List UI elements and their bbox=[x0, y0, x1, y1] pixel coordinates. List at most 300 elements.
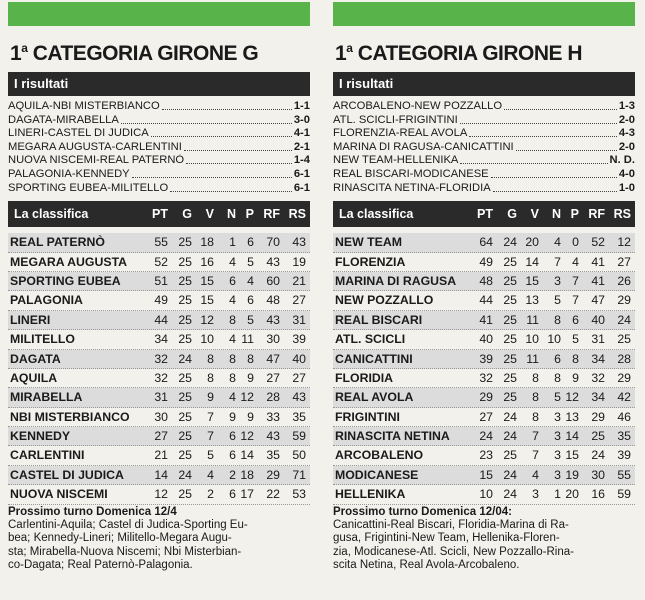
cell-n: 4 bbox=[229, 293, 236, 308]
table-row bbox=[8, 446, 310, 465]
cell-rs: 27 bbox=[292, 293, 306, 308]
result-row bbox=[8, 127, 310, 141]
cell-pt: 41 bbox=[479, 312, 493, 327]
col-header-v: V bbox=[205, 207, 214, 222]
table-row bbox=[333, 466, 635, 485]
leader-dots bbox=[186, 154, 292, 164]
cell-p: 0 bbox=[572, 235, 579, 250]
cell-g: 25 bbox=[503, 312, 517, 327]
col-header-g: G bbox=[182, 207, 192, 222]
cell-p: 12 bbox=[240, 390, 254, 405]
cell-pt: 32 bbox=[154, 351, 168, 366]
cell-pt: 34 bbox=[154, 332, 168, 347]
fixture-line: bea; Kennedy-Lineri; Militello-Megara Augu- bbox=[8, 532, 232, 545]
cell-n: 6 bbox=[229, 273, 236, 288]
team-name: REAL AVOLA bbox=[335, 390, 414, 405]
team-name: ATL. SCICLI bbox=[335, 332, 406, 347]
cell-p: 7 bbox=[572, 293, 579, 308]
cell-g: 25 bbox=[178, 332, 192, 347]
col-header-pt: PT bbox=[152, 207, 168, 222]
cell-n: 3 bbox=[554, 448, 561, 463]
team-name: FRIGINTINI bbox=[335, 409, 400, 424]
result-score: 1-3 bbox=[618, 100, 635, 112]
cell-g: 24 bbox=[178, 351, 192, 366]
cell-v: 10 bbox=[525, 332, 539, 347]
cell-g: 24 bbox=[503, 487, 517, 502]
col-header-g: G bbox=[507, 207, 517, 222]
cell-rs: 53 bbox=[292, 487, 306, 502]
green-header-bar bbox=[8, 2, 310, 26]
cell-pt: 23 bbox=[479, 448, 493, 463]
table-row bbox=[8, 233, 310, 252]
standings-label: La classifica bbox=[14, 207, 89, 222]
team-name: NBI MISTERBIANCO bbox=[10, 409, 130, 424]
team-name: CANICATTINI bbox=[335, 351, 413, 366]
cell-pt: 49 bbox=[479, 254, 493, 269]
result-score: 3-0 bbox=[293, 113, 310, 126]
team-name: RINASCITA NETINA bbox=[335, 429, 450, 444]
cell-n: 8 bbox=[554, 370, 561, 385]
cell-v: 18 bbox=[200, 235, 214, 250]
result-score: 2-1 bbox=[293, 140, 310, 153]
results-list bbox=[8, 100, 310, 195]
cell-rf: 47 bbox=[591, 293, 605, 308]
cell-rs: 28 bbox=[617, 351, 631, 366]
col-header-rf: RF bbox=[588, 207, 605, 222]
cell-rf: 40 bbox=[591, 312, 605, 327]
result-score: 6-1 bbox=[293, 167, 310, 180]
result-match: NEW TEAM-HELLENIKA bbox=[333, 154, 459, 167]
cell-pt: 40 bbox=[479, 332, 493, 347]
fixture-line: Carlentini-Aquila; Castel di Judica-Sporting Eu- bbox=[8, 518, 248, 531]
table-row bbox=[8, 388, 310, 407]
cell-g: 24 bbox=[503, 235, 517, 250]
result-score: 4-3 bbox=[618, 127, 635, 140]
cell-v: 4 bbox=[207, 467, 214, 482]
result-row bbox=[8, 182, 310, 196]
cell-n: 8 bbox=[229, 351, 236, 366]
cell-g: 25 bbox=[178, 448, 192, 463]
leader-dots bbox=[151, 127, 292, 137]
cell-p: 14 bbox=[240, 448, 254, 463]
girone-h-title: 1$^a$ CATEGORIA GIRONE H bbox=[335, 41, 583, 65]
cell-p: 9 bbox=[572, 370, 579, 385]
result-match: AQUILA-NBI MISTERBIANCO bbox=[8, 100, 160, 112]
cell-p: 4 bbox=[247, 273, 254, 288]
fixture-line: gusa, Frigintini-New Team, Hellenika-Floren- bbox=[333, 532, 560, 545]
cell-rf: 25 bbox=[591, 429, 605, 444]
table-row bbox=[333, 233, 635, 252]
cell-rf: 29 bbox=[591, 409, 605, 424]
result-match: MEGARA AUGUSTA-CARLENTINI bbox=[8, 140, 182, 153]
col-header-n: N bbox=[551, 207, 561, 222]
cell-rs: 25 bbox=[617, 332, 631, 347]
leader-dots bbox=[516, 141, 617, 151]
cell-p: 12 bbox=[240, 429, 254, 444]
cell-rf: 28 bbox=[266, 390, 280, 405]
cell-pt: 29 bbox=[479, 390, 493, 405]
cell-pt: 32 bbox=[154, 370, 168, 385]
result-score: 4-0 bbox=[618, 167, 635, 180]
cell-n: 2 bbox=[229, 467, 236, 482]
result-row bbox=[333, 127, 635, 141]
leader-dots bbox=[491, 168, 617, 178]
table-row bbox=[333, 350, 635, 369]
result-row bbox=[8, 114, 310, 128]
table-row bbox=[8, 253, 310, 272]
cell-g: 25 bbox=[503, 254, 517, 269]
col-header-p: P bbox=[245, 207, 254, 222]
cell-rf: 52 bbox=[591, 235, 605, 250]
cell-g: 24 bbox=[503, 409, 517, 424]
cell-rs: 31 bbox=[292, 312, 306, 327]
result-row bbox=[333, 154, 635, 168]
cell-rf: 34 bbox=[591, 351, 605, 366]
leader-dots bbox=[469, 127, 617, 137]
cell-rs: 55 bbox=[617, 467, 631, 482]
cell-pt: 55 bbox=[154, 235, 168, 250]
cell-g: 25 bbox=[178, 254, 192, 269]
girone-g-column bbox=[8, 0, 310, 600]
result-row bbox=[333, 114, 635, 128]
cell-n: 7 bbox=[554, 254, 561, 269]
cell-pt: 21 bbox=[154, 448, 168, 463]
team-name: AQUILA bbox=[10, 370, 58, 385]
cell-rs: 12 bbox=[617, 235, 631, 250]
cell-p: 5 bbox=[247, 312, 254, 327]
cell-rs: 40 bbox=[292, 351, 306, 366]
cell-v: 9 bbox=[207, 390, 214, 405]
cell-v: 7 bbox=[532, 448, 539, 463]
cell-rs: 27 bbox=[617, 254, 631, 269]
team-name: MEGARA AUGUSTA bbox=[10, 254, 128, 269]
cell-g: 25 bbox=[178, 312, 192, 327]
cell-g: 25 bbox=[503, 390, 517, 405]
table-row bbox=[333, 388, 635, 407]
cell-v: 10 bbox=[200, 332, 214, 347]
cell-rf: 35 bbox=[266, 448, 280, 463]
cell-pt: 24 bbox=[479, 429, 493, 444]
cell-rs: 29 bbox=[617, 293, 631, 308]
table-row bbox=[8, 466, 310, 485]
fixture-line: scita Netina, Real Avola-Arcobaleno. bbox=[333, 559, 520, 572]
cell-n: 6 bbox=[229, 487, 236, 502]
fixture-line: Canicattini-Real Biscari, Floridia-Marina di Ra- bbox=[333, 518, 569, 531]
table-row bbox=[8, 291, 310, 310]
table-row bbox=[333, 253, 635, 272]
result-match: ARCOBALENO-NEW POZZALLO bbox=[333, 100, 503, 112]
cell-rs: 24 bbox=[617, 312, 631, 327]
cell-rf: 27 bbox=[266, 370, 280, 385]
result-score: 1-4 bbox=[293, 154, 310, 167]
standings-header bbox=[333, 201, 635, 227]
cell-n: 6 bbox=[554, 351, 561, 366]
team-name: REAL PATERNÒ bbox=[10, 235, 105, 250]
standings-body bbox=[8, 233, 310, 504]
table-row bbox=[333, 427, 635, 446]
cell-n: 8 bbox=[229, 312, 236, 327]
cell-p: 11 bbox=[241, 332, 254, 347]
cell-g: 25 bbox=[503, 273, 517, 288]
cell-rs: 39 bbox=[292, 332, 306, 347]
cell-p: 9 bbox=[247, 409, 254, 424]
cell-v: 2 bbox=[207, 487, 214, 502]
table-row bbox=[8, 272, 310, 291]
cell-rf: 43 bbox=[266, 312, 280, 327]
cell-n: 6 bbox=[229, 448, 236, 463]
leader-dots bbox=[162, 100, 292, 110]
cell-g: 25 bbox=[503, 351, 517, 366]
cell-v: 16 bbox=[200, 254, 214, 269]
fixture-line: sta; Mirabella-Nuova Niscemi; Nbi Misterbian- bbox=[8, 545, 242, 558]
team-name: DAGATA bbox=[10, 351, 61, 366]
cell-v: 15 bbox=[200, 293, 214, 308]
result-score: 6-1 bbox=[293, 181, 310, 194]
cell-p: 17 bbox=[240, 487, 254, 502]
result-match: MARINA DI RAGUSA-CANICATTINI bbox=[333, 140, 514, 153]
col-header-pt: PT bbox=[477, 207, 493, 222]
table-row bbox=[8, 311, 310, 330]
cell-pt: 49 bbox=[154, 293, 168, 308]
cell-n: 3 bbox=[554, 273, 561, 288]
cell-n: 1 bbox=[554, 487, 561, 502]
result-match: RINASCITA NETINA-FLORIDIA bbox=[333, 181, 491, 194]
team-name: MILITELLO bbox=[10, 332, 75, 347]
leader-dots bbox=[170, 182, 292, 192]
cell-rf: 16 bbox=[591, 487, 605, 502]
table-row bbox=[8, 485, 310, 504]
table-row bbox=[333, 272, 635, 291]
cell-v: 8 bbox=[207, 351, 214, 366]
result-row bbox=[8, 141, 310, 155]
cell-g: 25 bbox=[178, 487, 192, 502]
cell-p: 4 bbox=[572, 254, 579, 269]
cell-v: 11 bbox=[526, 312, 539, 327]
result-row bbox=[333, 168, 635, 182]
leader-dots bbox=[504, 100, 617, 110]
leader-dots bbox=[184, 141, 292, 151]
result-row bbox=[333, 100, 635, 114]
cell-rs: 46 bbox=[617, 409, 631, 424]
team-name: CARLENTINI bbox=[10, 448, 85, 463]
cell-n: 8 bbox=[229, 370, 236, 385]
cell-rf: 31 bbox=[591, 332, 605, 347]
team-name: KENNEDY bbox=[10, 429, 71, 444]
standings-table bbox=[8, 201, 310, 504]
cell-rs: 26 bbox=[617, 273, 631, 288]
cell-rs: 43 bbox=[292, 235, 306, 250]
cell-p: 14 bbox=[565, 429, 579, 444]
col-header-v: V bbox=[530, 207, 539, 222]
cell-v: 3 bbox=[532, 487, 539, 502]
cell-pt: 44 bbox=[479, 293, 493, 308]
table-row bbox=[8, 369, 310, 388]
girone-g-title: 1$^a$ CATEGORIA GIRONE G bbox=[10, 41, 259, 65]
cell-rf: 70 bbox=[266, 235, 280, 250]
result-match: FLORENZIA-REAL AVOLA bbox=[333, 127, 468, 140]
cell-n: 4 bbox=[229, 390, 236, 405]
cell-v: 20 bbox=[525, 235, 539, 250]
cell-pt: 30 bbox=[154, 409, 168, 424]
result-match: ATL. SCICLI-FRIGINTINI bbox=[333, 113, 458, 126]
cell-n: 1 bbox=[229, 235, 236, 250]
result-row bbox=[8, 154, 310, 168]
cell-rs: 19 bbox=[292, 254, 306, 269]
cell-rs: 35 bbox=[617, 429, 631, 444]
cell-rf: 22 bbox=[266, 487, 280, 502]
col-header-n: N bbox=[226, 207, 236, 222]
cell-g: 25 bbox=[178, 293, 192, 308]
leader-dots bbox=[460, 114, 617, 124]
cell-n: 3 bbox=[554, 409, 561, 424]
standings-table bbox=[333, 201, 635, 504]
team-name: SPORTING EUBEA bbox=[10, 273, 121, 288]
table-row bbox=[333, 291, 635, 310]
table-row bbox=[333, 408, 635, 427]
next-round-fixtures bbox=[333, 519, 635, 573]
standings-label: La classifica bbox=[339, 207, 414, 222]
cell-v: 14 bbox=[525, 254, 539, 269]
fixture-line: zia, Modicanese-Atl. Scicli, New Pozzallo-Rina- bbox=[333, 545, 574, 558]
cell-g: 25 bbox=[178, 235, 192, 250]
cell-pt: 12 bbox=[154, 487, 168, 502]
cell-g: 24 bbox=[503, 429, 517, 444]
result-match: DAGATA-MIRABELLA bbox=[8, 113, 119, 126]
results-header: I risultati bbox=[333, 72, 635, 96]
cell-pt: 48 bbox=[479, 273, 493, 288]
result-score: 1-1 bbox=[293, 100, 310, 112]
cell-g: 25 bbox=[178, 273, 192, 288]
table-row bbox=[333, 311, 635, 330]
result-score: 2-0 bbox=[618, 113, 635, 126]
team-name: NEW TEAM bbox=[335, 235, 402, 250]
result-row bbox=[8, 100, 310, 114]
cell-rf: 24 bbox=[591, 448, 605, 463]
team-name: NUOVA NISCEMI bbox=[10, 487, 108, 502]
team-name: REAL BISCARI bbox=[335, 312, 423, 327]
cell-v: 8 bbox=[532, 390, 539, 405]
cell-pt: 39 bbox=[479, 351, 493, 366]
cell-rs: 71 bbox=[292, 467, 306, 482]
cell-v: 11 bbox=[526, 351, 539, 366]
cell-n: 6 bbox=[229, 429, 236, 444]
cell-p: 18 bbox=[240, 467, 254, 482]
result-score: 2-0 bbox=[618, 140, 635, 153]
col-header-p: P bbox=[570, 207, 579, 222]
cell-n: 8 bbox=[554, 312, 561, 327]
leader-dots bbox=[460, 154, 607, 164]
cell-rf: 60 bbox=[266, 273, 280, 288]
cell-v: 7 bbox=[532, 429, 539, 444]
cell-g: 25 bbox=[503, 370, 517, 385]
cell-p: 5 bbox=[247, 254, 254, 269]
team-name: MARINA DI RAGUSA bbox=[335, 273, 457, 288]
cell-pt: 15 bbox=[479, 467, 493, 482]
cell-rs: 50 bbox=[292, 448, 306, 463]
cell-p: 5 bbox=[572, 332, 579, 347]
cell-pt: 32 bbox=[479, 370, 493, 385]
cell-n: 4 bbox=[229, 254, 236, 269]
cell-v: 7 bbox=[207, 409, 214, 424]
table-row bbox=[333, 330, 635, 349]
cell-p: 6 bbox=[572, 312, 579, 327]
cell-rs: 59 bbox=[617, 487, 631, 502]
next-round-fixtures bbox=[8, 519, 310, 573]
result-row bbox=[333, 182, 635, 196]
cell-p: 7 bbox=[572, 273, 579, 288]
standings-header bbox=[8, 201, 310, 227]
cell-rf: 41 bbox=[591, 273, 605, 288]
cell-n: 3 bbox=[554, 467, 561, 482]
cell-n: 5 bbox=[554, 293, 561, 308]
cell-rf: 43 bbox=[266, 429, 280, 444]
results-list bbox=[333, 100, 635, 195]
cell-n: 5 bbox=[554, 390, 561, 405]
girone-h-column bbox=[333, 0, 635, 600]
table-row bbox=[8, 408, 310, 427]
cell-rs: 59 bbox=[292, 429, 306, 444]
next-round-title: Prossimo turno Domenica 12/4 bbox=[8, 505, 177, 518]
table-row bbox=[8, 427, 310, 446]
cell-pt: 51 bbox=[154, 273, 168, 288]
cell-g: 25 bbox=[178, 390, 192, 405]
cell-pt: 27 bbox=[479, 409, 493, 424]
cell-rs: 21 bbox=[292, 273, 306, 288]
cell-v: 8 bbox=[532, 370, 539, 385]
table-row bbox=[8, 330, 310, 349]
cell-g: 25 bbox=[178, 409, 192, 424]
cell-n: 9 bbox=[229, 409, 236, 424]
cell-pt: 44 bbox=[154, 312, 168, 327]
result-score: 1-0 bbox=[618, 181, 635, 194]
cell-rf: 30 bbox=[266, 332, 280, 347]
cell-pt: 10 bbox=[479, 487, 493, 502]
cell-rf: 41 bbox=[591, 254, 605, 269]
leader-dots bbox=[121, 114, 292, 124]
team-name: FLORENZIA bbox=[335, 254, 406, 269]
cell-g: 25 bbox=[503, 332, 517, 347]
next-round-title: Prossimo turno Domenica 12/04: bbox=[333, 505, 512, 518]
result-match: PALAGONIA-KENNEDY bbox=[8, 167, 130, 180]
cell-g: 25 bbox=[178, 429, 192, 444]
cell-g: 25 bbox=[503, 293, 517, 308]
cell-g: 25 bbox=[178, 370, 192, 385]
cell-p: 15 bbox=[565, 448, 579, 463]
table-row bbox=[333, 369, 635, 388]
cell-v: 5 bbox=[207, 448, 214, 463]
cell-n: 4 bbox=[229, 332, 236, 347]
fixture-line: co-Dagata; Real Paternò-Palagonia. bbox=[8, 559, 193, 572]
cell-v: 13 bbox=[525, 293, 539, 308]
cell-p: 12 bbox=[565, 390, 579, 405]
team-name: PALAGONIA bbox=[10, 293, 83, 308]
cell-v: 15 bbox=[525, 273, 539, 288]
cell-pt: 31 bbox=[154, 390, 168, 405]
team-name: MIRABELLA bbox=[10, 390, 83, 405]
cell-g: 25 bbox=[503, 448, 517, 463]
cell-rf: 32 bbox=[591, 370, 605, 385]
cell-rf: 30 bbox=[591, 467, 605, 482]
cell-pt: 64 bbox=[479, 235, 493, 250]
result-match: REAL BISCARI-MODICANESE bbox=[333, 167, 489, 180]
result-match: SPORTING EUBEA-MILITELLO bbox=[8, 181, 169, 194]
cell-v: 15 bbox=[200, 273, 214, 288]
cell-rs: 35 bbox=[292, 409, 306, 424]
cell-p: 8 bbox=[247, 351, 254, 366]
cell-p: 19 bbox=[565, 467, 579, 482]
cell-p: 20 bbox=[565, 487, 579, 502]
cell-n: 3 bbox=[554, 429, 561, 444]
